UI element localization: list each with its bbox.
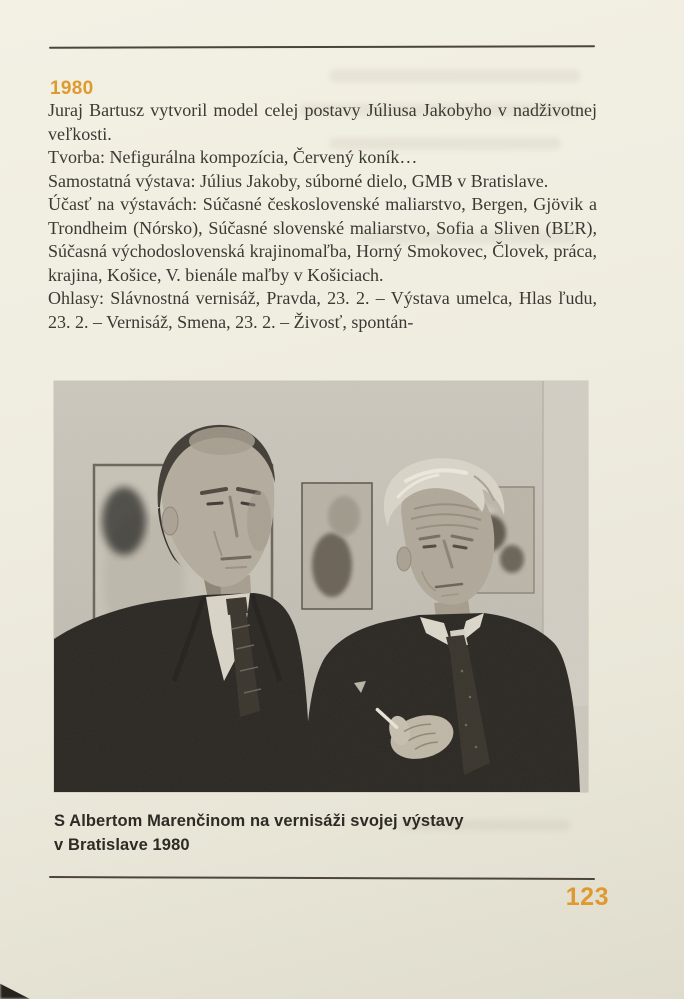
photo-caption-line-2: v Bratislave 1980 (54, 836, 190, 854)
paragraph-4: Účasť na výstavách: Súčasné československé maliarstvo, Bergen, Gjövik a Trondheim (Nórsko), Súčasné slovenské maliarstvo, Sofia a Sliven (BĽR), Súčasná východoslovenská krajinomaľba, Horný Smokovec, Človek, práca, krajina, Košice, V. bienále maľby v Košiciach. (48, 194, 597, 285)
body-text (48, 99, 597, 334)
exhibition-photo (54, 381, 588, 792)
top-rule (49, 45, 595, 48)
paragraph-5: Ohlasy: Slávnostná vernisáž, Pravda, 23. 2. – Výstava umelca, Hlas ľudu, 23. 2. – Vernisáž, Smena, 23. 2. – Živosť, spontán- (48, 288, 597, 332)
photo-caption (54, 809, 588, 857)
paragraph-2: Tvorba: Nefigurálna kompozícia, Červený koník… (48, 147, 418, 167)
paragraph-1: Juraj Bartusz vytvoril model celej postavy Júliusa Jakobyho v nadživotnej veľkosti. (48, 100, 597, 144)
photo-caption-line-1: S Albertom Marenčinom na vernisáži svojej výstavy (54, 812, 464, 830)
page-corner-shadow (0, 977, 30, 999)
photo-figure (54, 381, 588, 857)
bottom-rule (49, 876, 595, 880)
paragraph-3: Samostatná výstava: Július Jakoby, súborné dielo, GMB v Bratislave. (48, 170, 549, 191)
year-heading: 1980 (50, 78, 94, 99)
page-number: 123 (565, 883, 609, 911)
